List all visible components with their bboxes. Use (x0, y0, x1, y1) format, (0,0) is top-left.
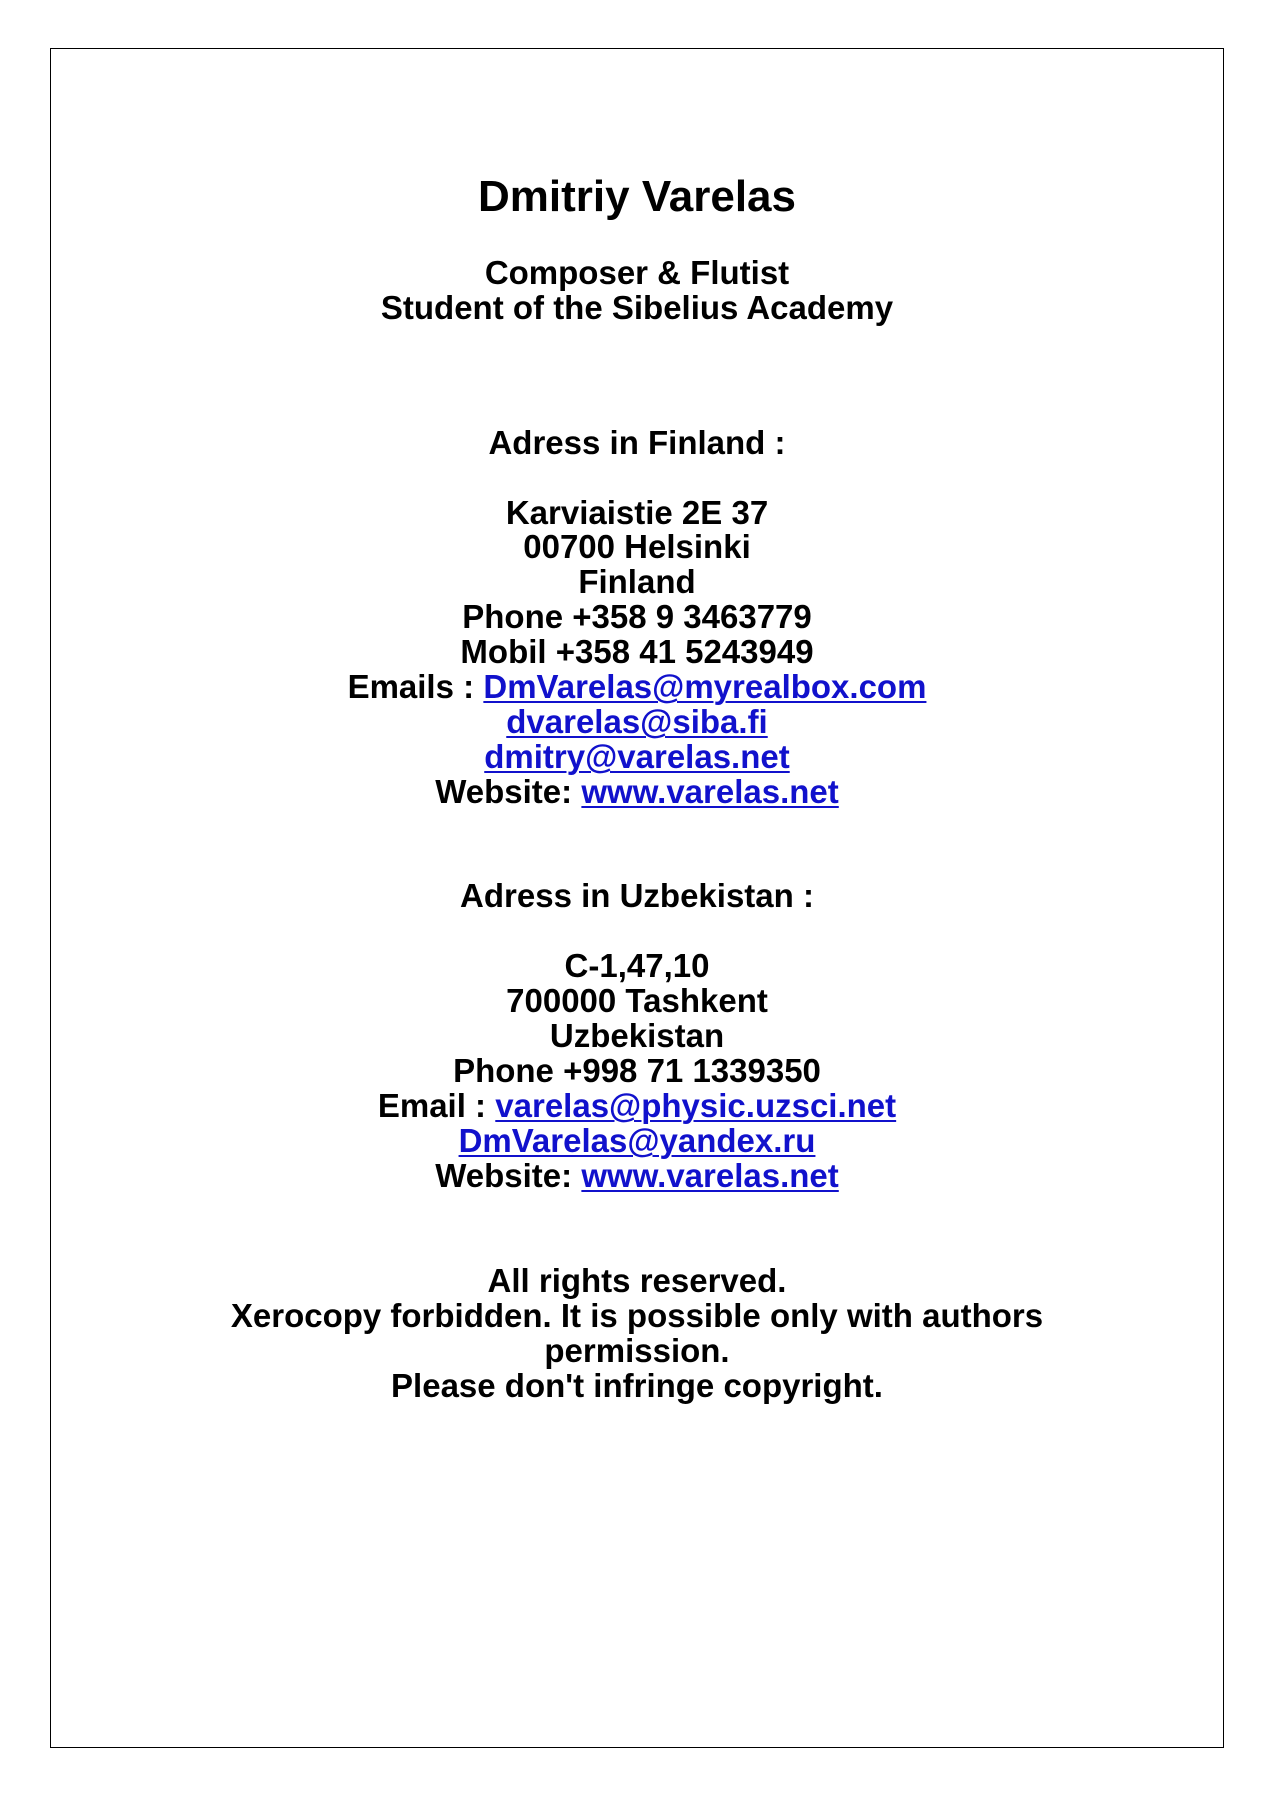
uzbekistan-email-link-2[interactable]: DmVarelas@yandex.ru (458, 1122, 816, 1159)
finland-email-link-1[interactable]: DmVarelas@myrealbox.com (483, 668, 927, 705)
copyright-line-1: All rights reserved. (487, 1262, 787, 1299)
finland-website-row (50, 772, 1224, 812)
finland-emails-row (50, 667, 1224, 707)
finland-website-link[interactable]: www.varelas.net (581, 773, 839, 810)
copyright-line-2: Xerocopy forbidden. It is possible only with authors (230, 1297, 1044, 1334)
uzbekistan-email-row (50, 1086, 1224, 1126)
role-student: Student of the Sibelius Academy (380, 289, 894, 326)
finland-mobile: Mobil +358 41 5243949 (460, 633, 814, 670)
copyright-line-3: permission. (544, 1332, 730, 1369)
uzbekistan-city: 700000 Tashkent (506, 982, 768, 1019)
uzbekistan-phone: Phone +998 71 1339350 (453, 1052, 821, 1089)
finland-phone: Phone +358 9 3463779 (462, 598, 812, 635)
uzbekistan-website-link[interactable]: www.varelas.net (581, 1157, 839, 1194)
finland-email-link-3[interactable]: dmitry@varelas.net (484, 738, 790, 775)
uzbekistan-website-label: Website: (435, 1157, 573, 1194)
finland-email-row-2 (50, 702, 1224, 742)
finland-website-label: Website: (435, 773, 573, 810)
finland-email-row-3 (50, 737, 1224, 777)
finland-country: Finland (578, 563, 696, 600)
finland-emails-label: Emails : (347, 668, 475, 705)
finland-city: 00700 Helsinki (523, 528, 751, 565)
uzbekistan-email-row-2 (50, 1121, 1224, 1161)
copyright-line-4: Please don't infringe copyright. (391, 1367, 883, 1404)
uzbekistan-website-row (50, 1156, 1224, 1196)
uzbekistan-email-link-1[interactable]: varelas@physic.uzsci.net (495, 1087, 897, 1124)
role-composer: Composer & Flutist (484, 254, 790, 291)
finland-street: Karviaistie 2E 37 (505, 494, 769, 531)
uzbekistan-street: C-1,47,10 (564, 947, 710, 984)
uzbekistan-heading: Adress in Uzbekistan : (460, 877, 814, 914)
uzbekistan-country: Uzbekistan (549, 1017, 725, 1054)
author-name: Dmitriy Varelas (478, 172, 796, 221)
finland-heading: Adress in Finland : (488, 424, 786, 461)
finland-email-link-2[interactable]: dvarelas@siba.fi (506, 703, 768, 740)
uzbekistan-email-label: Email : (377, 1087, 487, 1124)
